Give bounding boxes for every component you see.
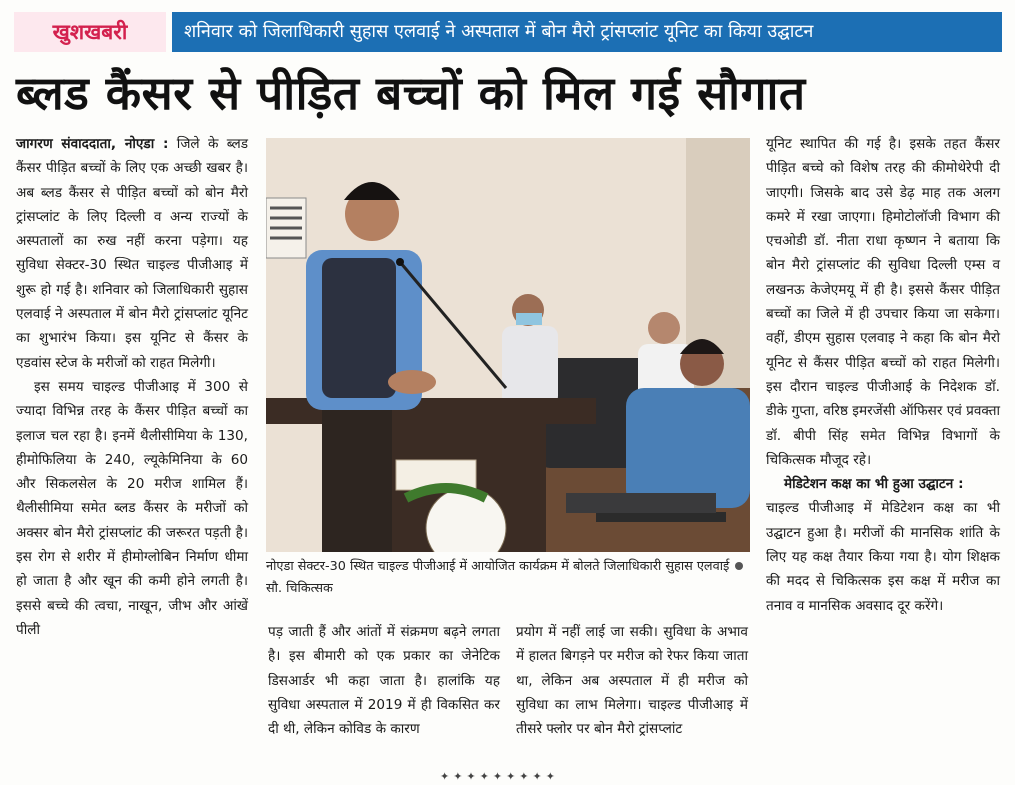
paragraph-6: चाइल्ड पीजीआइ में मेडिटेशन कक्ष का भी उद्घाटन हुआ है। मरीजों की मानसिक शांति के लिए यह कक्ष तैयार किया गया है। योग शिक्षक की मदद से चिकित्सक इस कक्ष में मरीज का तनाव व मानसिक अवसाद दूर करेंगे। <box>766 500 1000 614</box>
paragraph-4: प्रयोग में नहीं लाई जा सकी। सुविधा के अभाव में हालत बिगड़ने पर मरीज को रेफर किया जाता था, लेकिन अब अस्पताल में ही मरीज को सुविधा का लाभ मिलेगा। चाइल्ड पीजीआइ में तीसरे फ्लोर पर बोन मैरो ट्रांसप्लांट <box>516 624 748 738</box>
headline: ब्लड कैंसर से पीड़ित बच्चों को मिल गई सौगात <box>16 66 806 120</box>
news-photo <box>266 138 750 552</box>
paragraph-5: यूनिट स्थापित की गई है। इसके तहत कैंसर पीड़ित बच्चे को विशेष तरह की कीमोथेरेपी दी जाएगी। जिसके बाद उसे डेढ़ माह तक अलग कमरे में रखा जाएगा। हिमोटोलॉजी विभाग की एचओडी डॉ. नीता राधा कृष्णन ने बताया कि बोन मैरो ट्रांसप्लांट की सुविधा दिल्ली एम्स व लखनऊ केजेएमयू में ही है। इससे कैंसर पीड़ित बच्चों का जिले में ही उपचार किया जा सकेगा। वहीं, डीएम सुहास एलवाइ ने कहा कि बोन मैरो यूनिट से कैंसर पीड़ित बच्चों को राहत मिलेगी। इस दौरान चाइल्ड पीजीआई के निदेशक डॉ. डीके गुप्ता, वरिष्ठ इमरजेंसी ऑफिसर एवं प्रवक्ता डॉ. बीपी सिंह समेत विभिन्न विभागों के चिकित्सक मौजूद रहे। <box>766 136 1000 468</box>
sub-headline: शनिवार को जिलाधिकारी सुहास एलवाई ने अस्पताल में बोन मैरो ट्रांसप्लांट यूनिट का किया उद्घाटन <box>172 12 1002 52</box>
footer-stars: ✦✦✦✦✦✦✦✦✦ <box>440 770 559 783</box>
photo-credit: सौ. चिकित्सक <box>266 581 333 596</box>
photo-caption <box>266 556 750 600</box>
article-column-3 <box>516 620 748 741</box>
article-column-4 <box>766 132 1000 618</box>
caption-text: नोएडा सेक्टर-30 स्थित चाइल्ड पीजीआई में आयोजित कार्यक्रम में बोलते जिलाधिकारी सुहास एलवाई <box>266 559 730 574</box>
article-column-2 <box>268 620 500 741</box>
paragraph-1: जिले के ब्लड कैंसर पीड़ित बच्चों के लिए एक अच्छी खबर है। अब ब्लड कैंसर से पीड़ित बच्चों को बोन मैरो ट्रांसप्लांट के लिए दिल्ली व अन्य राज्यों के अस्पतालों का रुख नहीं करना पड़ेगा। यह सुविधा सेक्टर-30 स्थित चाइल्ड पीजीआइ में शुरू हो गई है। शनिवार को जिलाधिकारी सुहास एलवाई ने अस्पताल में बोन मैरो ट्रांसप्लांट यूनिट का शुभारंभ किया। इस यूनिट से कैंसर के एडवांस स्टेज के मरीजों को राहत मिलेगी। <box>16 136 248 371</box>
photo-illustration <box>266 138 750 552</box>
article-column-1 <box>16 132 248 642</box>
paragraph-3: पड़ जाती हैं और आंतों में संक्रमण बढ़ने लगता है। इस बीमारी को एक प्रकार का जेनेटिक डिसआर्डर भी कहा जाता है। हालांकि यह सुविधा अस्पताल में 2019 में ही विकसित कर दी थी, लेकिन कोविड के कारण <box>268 624 500 738</box>
credit-dot-icon <box>735 562 743 570</box>
byline: जागरण संवाददाता, नोएडा : <box>16 136 169 152</box>
section-tag: खुशखबरी <box>14 12 166 52</box>
paragraph-2: इस समय चाइल्ड पीजीआइ में 300 से ज्यादा विभिन्न तरह के कैंसर पीड़ित बच्चों का इलाज चल रहा है। इनमें थैलीसीमिया के 130, हीमोफिलिया के 240, ल्यूकेमिनिया के 60 और सिकलसेल के 20 मरीज शामिल हैं। थैलीसीमिया समेत ब्लड कैंसर के मरीजों को अक्सर बोन मैरो ट्रांसप्लांट की जरूरत पड़ती है। इस रोग से शरीर में हीमोग्लोबिन निर्माण धीमा हो जाता है और खून की कमी होने लगती है। इससे बच्चे की त्वचा, नाखून, जीभ और आंखें पीली <box>16 378 248 638</box>
top-banner <box>14 12 1002 52</box>
subhead: मेडिटेशन कक्ष का भी हुआ उद्घाटन : <box>784 476 964 493</box>
